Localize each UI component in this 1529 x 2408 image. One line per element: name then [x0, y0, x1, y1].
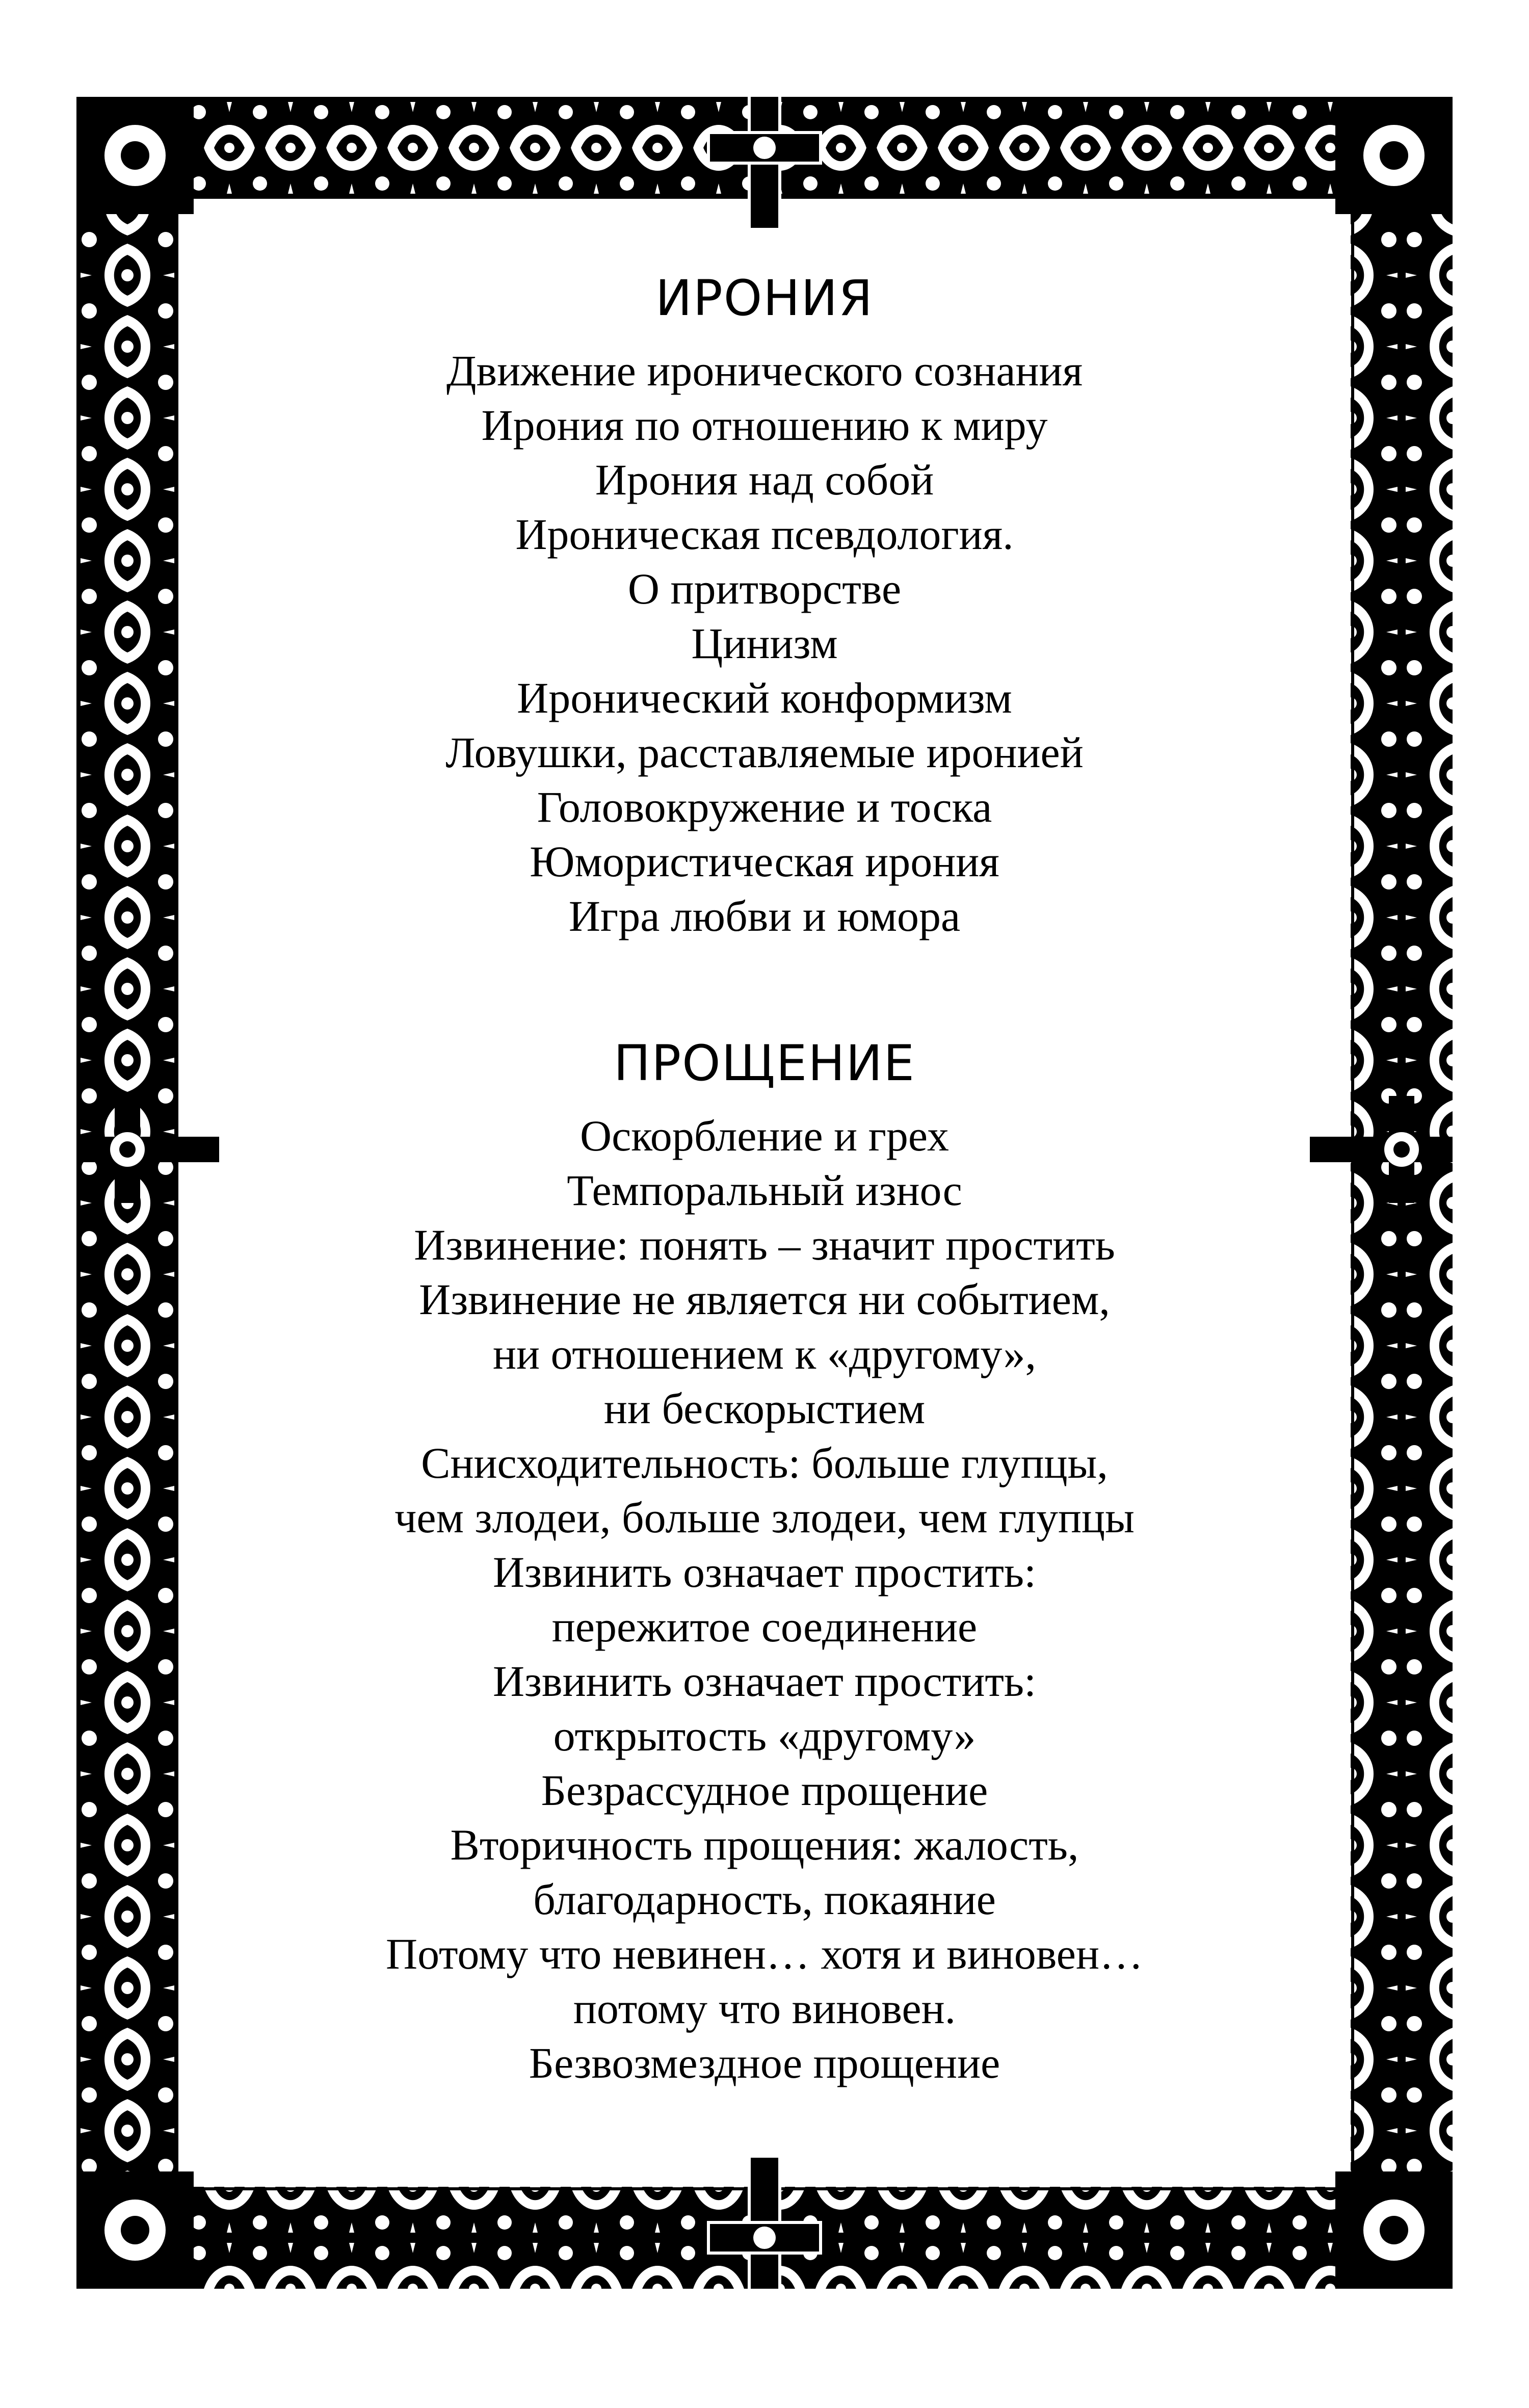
section-heading-irony: ИРОНИЯ	[655, 270, 874, 327]
toc-item: Ловушки, расставляемые иронией	[445, 728, 1084, 777]
toc-list-irony	[214, 344, 1315, 944]
toc-item: Ирония по отношению к миру	[481, 401, 1048, 450]
toc-item: Ироническая псевдология.	[515, 510, 1014, 559]
toc-item: Потому что невинен… хотя и виновен…	[385, 1929, 1144, 1978]
toc-item: О притворстве	[627, 564, 902, 613]
toc-item: благодарность, покаяние	[533, 1875, 996, 1924]
toc-item: Юмористическая ирония	[530, 837, 999, 886]
toc-item: Извинить означает простить:	[492, 1657, 1037, 1706]
toc-item: Снисходительность: больше глупцы,	[421, 1438, 1108, 1487]
toc-item: потому что виновен.	[573, 1984, 956, 2033]
toc-item: Цинизм	[691, 619, 838, 668]
toc-item: ни бескорыстием	[603, 1384, 926, 1433]
toc-item: Ирония над собой	[595, 455, 934, 504]
toc-item: Оскорбление и грех	[580, 1111, 949, 1160]
toc-item: Извинение не является ни событием,	[419, 1275, 1110, 1324]
toc-item: Иронический конформизм	[517, 673, 1012, 722]
toc-item: открытость «другому»	[553, 1711, 976, 1760]
toc-list-forgiveness	[214, 1109, 1315, 2090]
toc-item: Извинить означает простить:	[492, 1548, 1037, 1596]
table-of-contents	[214, 265, 1315, 2151]
toc-item: чем злодеи, больше злодеи, чем глупцы	[394, 1493, 1135, 1542]
toc-item: ни отношением к «другому»,	[492, 1329, 1036, 1378]
toc-item: Темпоральный износ	[567, 1166, 962, 1215]
toc-item: Безрассудное прощение	[541, 1766, 988, 1815]
section-heading-forgiveness: ПРОЩЕНИЕ	[614, 1035, 915, 1092]
toc-item: Безвозмездное прощение	[529, 2038, 1000, 2087]
toc-item: Вторичность прощения: жалость,	[450, 1820, 1079, 1869]
toc-item: Извинение: понять – значит простить	[414, 1220, 1115, 1269]
toc-item: Головокружение и тоска	[537, 782, 992, 831]
toc-item: Движение иронического сознания	[446, 346, 1083, 395]
toc-item: Игра любви и юмора	[568, 892, 961, 940]
toc-item: пережитое соединение	[551, 1602, 978, 1651]
